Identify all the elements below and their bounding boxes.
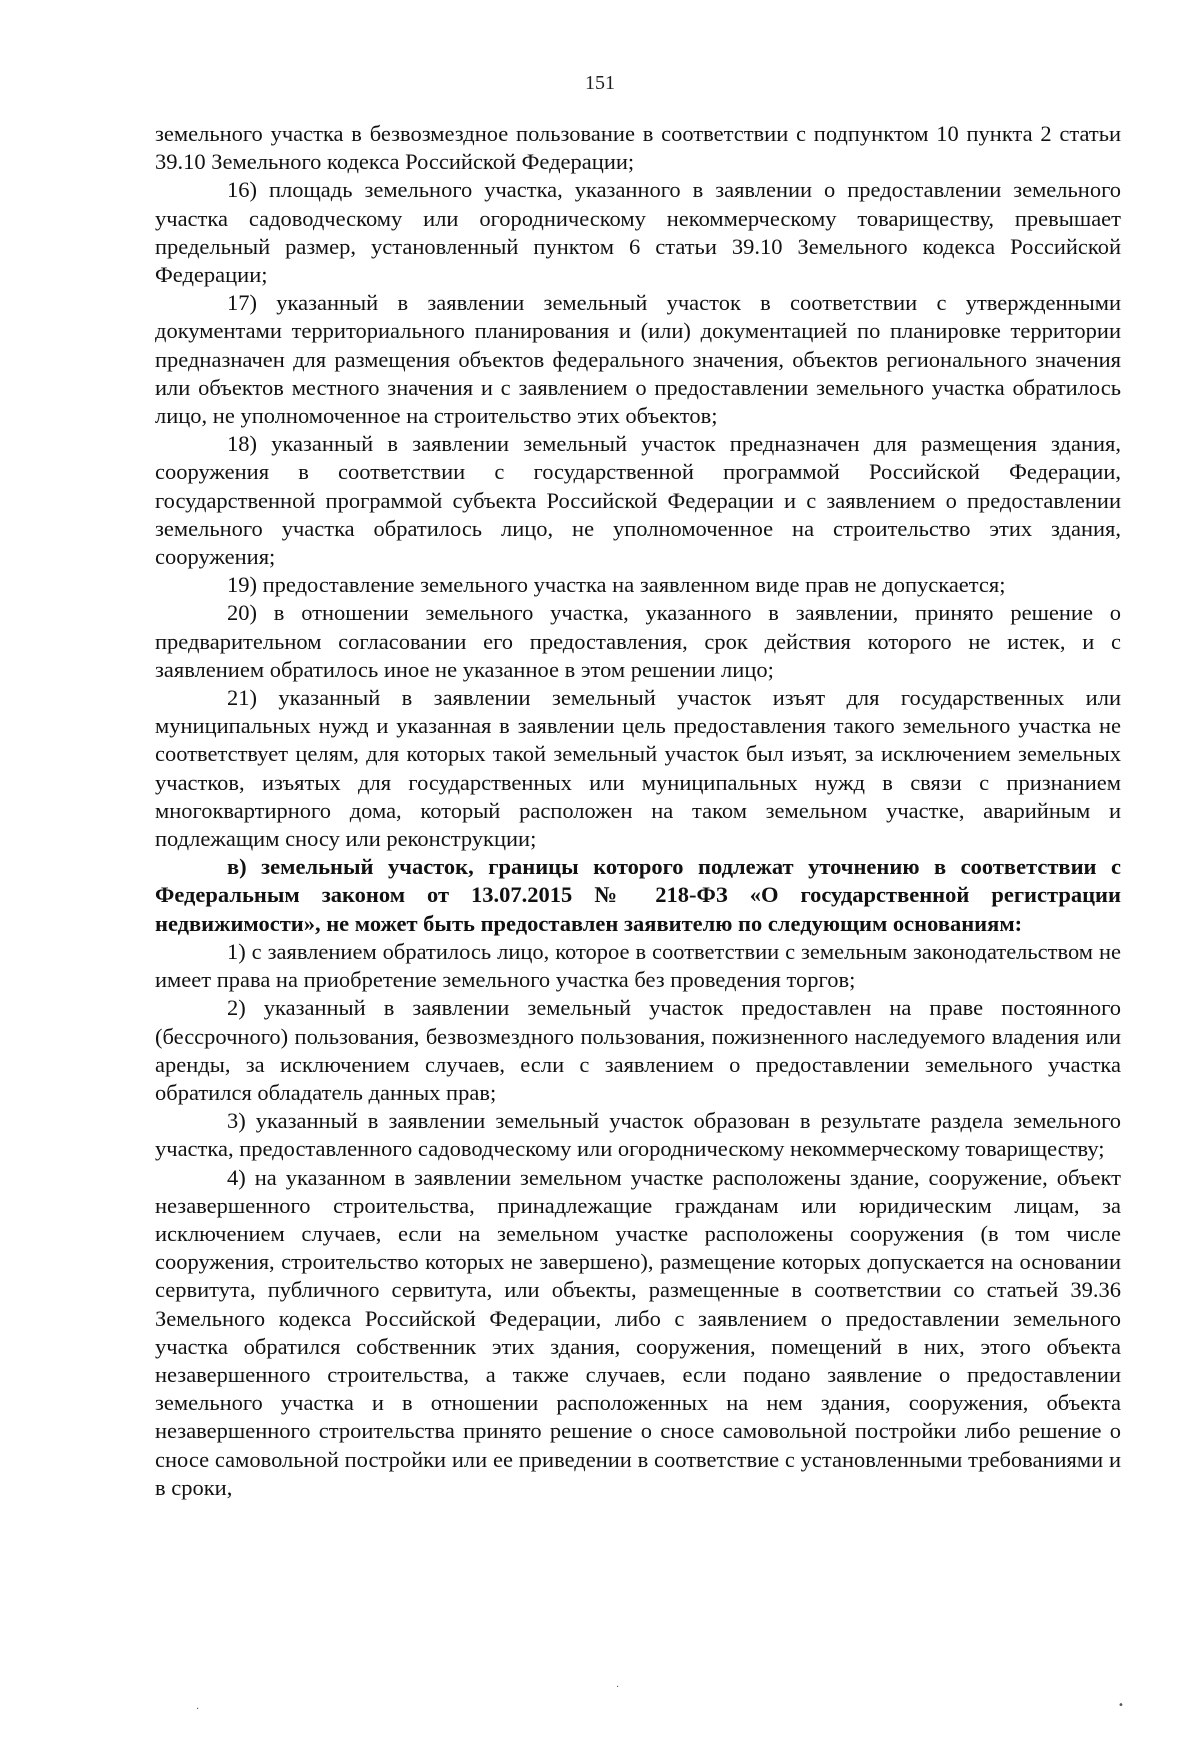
paragraph-item-19: 19) предоставление земельного участка на заявленном виде прав не допускается; xyxy=(227,572,1006,598)
scan-speck: • xyxy=(1118,1700,1124,1711)
paragraph-item-4: 4) на указанном в заявлении земельном участке расположены здание, сооружение, объект незавершенного строительства, принадлежащие гражданам или юридическим лицам, за исключением случаев, если на земельном участке расположены сооружения (в том числе сооружения, строительство которых не завершено), размещение которых допускается на основании сервитута, публичного сервитута, или объекты, размещенные в соответствии со статьей 39.36 Земельного кодекса Российской Федерации, либо с заявлением о предоставлении земельного участка обратился собственник этих здания, сооружения, помещений в них, этого объекта незавершенного строительства, а также случаев, если подано заявление о предоставлении земельного участка и в отношении расположенных на нем здания, сооружения, объекта незавершенного строительства принято решение о сносе самовольной постройки либо решение о сносе самовольной постройки или ее приведении в соответствие с установленными требованиями и в сроки, xyxy=(155,1164,1121,1500)
paragraph-item-21: 21) указанный в заявлении земельный участок изъят для государственных или муниципальных нужд и указанная в заявлении цель предоставления такого земельного участка не соответствует целям, для которых такой земельный участок был изъят, за исключением земельных участков, изъятых для государственных или муниципальных нужд в связи с признанием многоквартирного дома, который расположен на таком земельном участке, аварийным и подлежащим сносу или реконструкции; xyxy=(155,685,1121,852)
paragraph-item-18: 18) указанный в заявлении земельный участок предназначен для размещения здания, сооружения в соответствии с государственной программой Российской Федерации, государственной программой субъекта Российской Федерации и с заявлением о предоставлении земельного участка обратилось лицо, не уполномоченное на строительство этих здания, сооружения; xyxy=(155,431,1121,570)
section-heading-v: в) земельный участок, границы которого подлежат уточнению в соответствии с Федеральным законом от 13.07.2015 № 218-ФЗ «О государственной регистрации недвижимости», не может быть предоставлен заявителю по следующим основаниям: xyxy=(155,854,1121,936)
paragraph-item-20: 20) в отношении земельного участка, указанного в заявлении, принято решение о предварительном согласовании его предоставления, срок действия которого не истек, и с заявлением обратилось иное не указанное в этом решении лицо; xyxy=(155,600,1121,682)
paragraph-item-1: 1) с заявлением обратилось лицо, которое в соответствии с земельным законодательством не имеет права на приобретение земельного участка без проведения торгов; xyxy=(155,938,1121,993)
paragraph-item-16: 16) площадь земельного участка, указанного в заявлении о предоставлении земельного участка садоводческому или огородническому некоммерческому товариществу, превышает предельный размер, установленный пунктом 6 статьи 39.10 Земельного кодекса Российской Федерации; xyxy=(155,177,1121,288)
paragraph-item-3: 3) указанный в заявлении земельный участок образован в результате раздела земельного участка, предоставленного садоводческому или огородническому некоммерческому товариществу; xyxy=(155,1108,1121,1162)
paragraph-item-2: 2) указанный в заявлении земельный участок предоставлен на праве постоянного (бессрочного) пользования, безвозмездного пользования, пожизненного наследуемого владения или аренды, за исключением случаев, если с заявлением о предоставлении земельного участка обратился обладатель данных прав; xyxy=(155,995,1121,1105)
scan-speck: · xyxy=(616,1682,620,1693)
scan-speck: · xyxy=(196,1704,200,1715)
paragraph-item-17: 17) указанный в заявлении земельный участок в соответствии с утвержденными документами территориального планирования и (или) документацией по планировке территории предназначен для размещения объектов федерального значения, объектов регионального значения или объектов местного значения и с заявлением о предоставлении земельного участка обратилось лицо, не уполномоченное на строительство этих объектов; xyxy=(155,290,1121,429)
paragraph-continuation: земельного участка в безвозмездное пользование в соответствии с подпунктом 10 пункта 2 статьи 39.10 Земельного кодекса Российской Федерации; xyxy=(155,121,1121,175)
page-number: 151 xyxy=(585,72,615,94)
document-body xyxy=(155,120,1121,1502)
